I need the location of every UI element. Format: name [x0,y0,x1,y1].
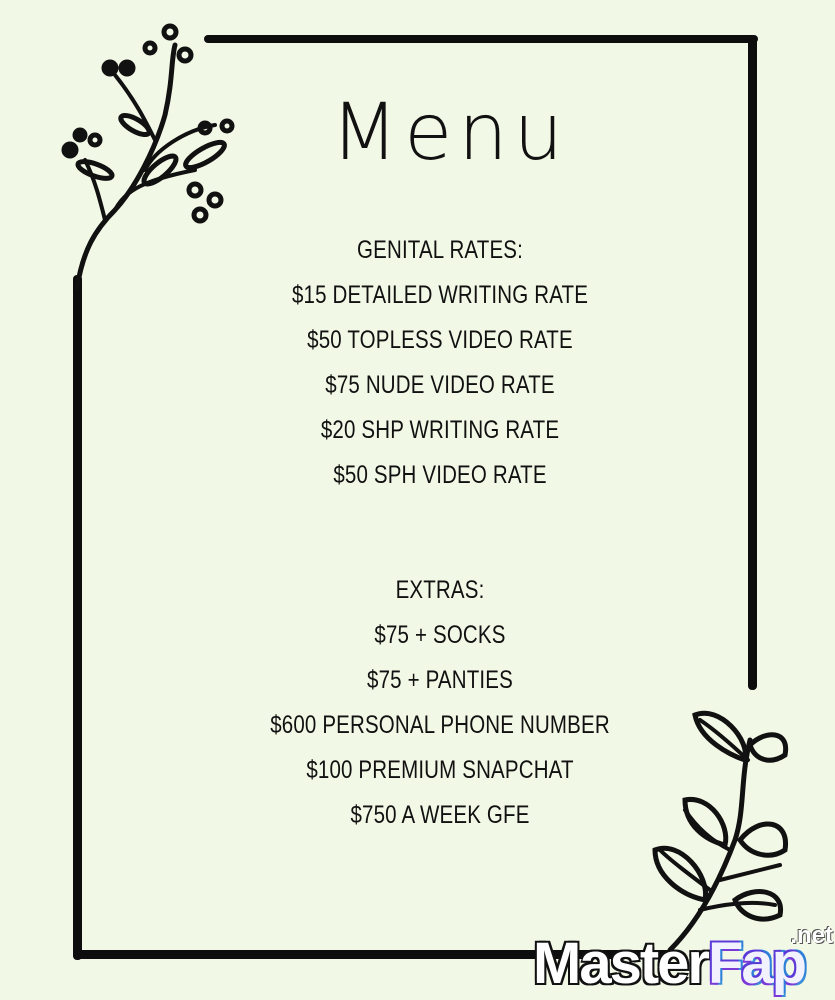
page-title: Menu [330,88,570,178]
rate-item: $20 SHP WRITING RATE [320,416,560,444]
frame-top-border [204,35,758,43]
rate-item: $75 NUDE VIDEO RATE [325,371,555,399]
rate-item: $50 TOPLESS VIDEO RATE [307,326,573,354]
frame-left-border [73,275,82,960]
extra-item: $75 + SOCKS [374,621,506,649]
watermark-logo [533,922,835,1000]
rate-item: $50 SPH VIDEO RATE [333,461,547,489]
genital-rates-section [220,228,660,498]
extra-item: $75 + PANTIES [367,666,513,694]
rate-item: $15 DETAILED WRITING RATE [291,281,589,309]
extra-item: $100 PREMIUM SNAPCHAT [306,756,574,784]
leaf-branch-icon [640,700,800,960]
watermark-fap: Fap [707,931,806,996]
extra-item: $750 A WEEK GFE [350,801,530,829]
section-heading: GENITAL RATES: [357,236,523,264]
floral-branch-icon [55,20,245,290]
watermark-master: Master [533,931,708,996]
extras-section [220,568,660,838]
watermark-text [533,930,805,997]
frame-right-border [748,35,757,690]
watermark-tld: .net [790,922,833,949]
section-heading: EXTRAS: [395,576,485,604]
extra-item: $600 PERSONAL PHONE NUMBER [270,711,610,739]
